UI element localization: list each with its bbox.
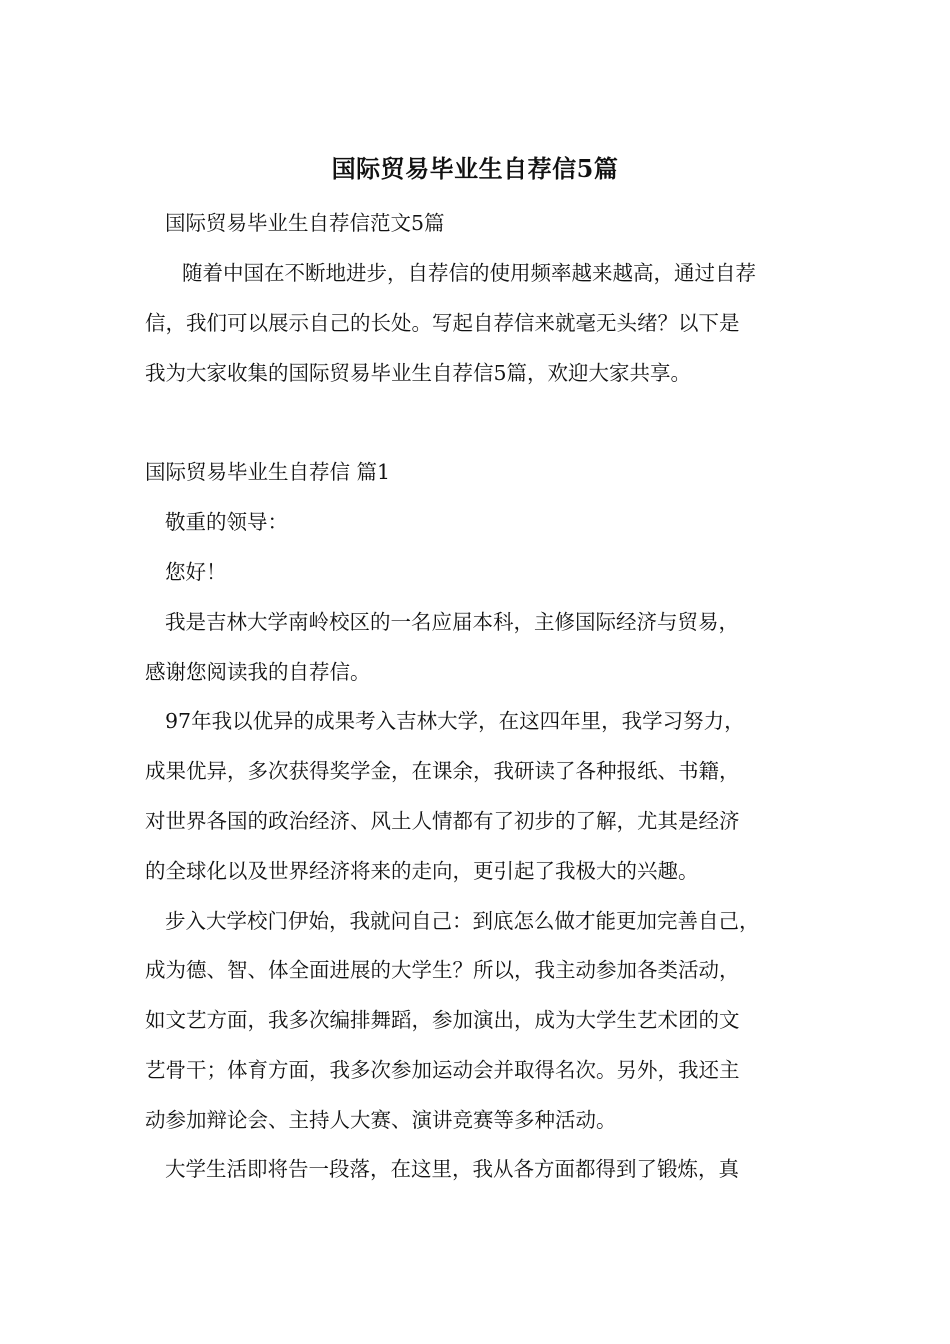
paragraph-line: 动参加辩论会、主持人大赛、演讲竞赛等多种活动。 — [145, 1108, 617, 1132]
intro-line: 随着中国在不断地进步，自荐信的使用频率越来越高，通过自荐 — [182, 261, 756, 285]
paragraph-line: 成果优异，多次获得奖学金，在课余，我研读了各种报纸、书籍， — [145, 759, 740, 783]
paragraph-line: 的全球化以及世界经济将来的走向，更引起了我极大的兴趣。 — [145, 859, 699, 883]
paragraph-line: 成为德、智、体全面进展的大学生？所以，我主动参加各类活动， — [145, 958, 740, 982]
paragraph-line: 对世界各国的政治经济、风土人情都有了初步的了解，尤其是经济 — [145, 809, 740, 833]
paragraph-line: 如文艺方面，我多次编排舞蹈，参加演出，成为大学生艺术团的文 — [145, 1008, 740, 1032]
paragraph-line: 艺骨干；体育方面，我多次参加运动会并取得名次。另外，我还主 — [145, 1058, 740, 1082]
paragraph-line: 大学生活即将告一段落，在这里，我从各方面都得到了锻炼，真 — [165, 1157, 739, 1181]
section-heading: 国际贸易毕业生自荐信 篇1 — [145, 460, 391, 484]
paragraph-line: 我是吉林大学南岭校区的一名应届本科，主修国际经济与贸易， — [165, 610, 739, 634]
intro-line: 信，我们可以展示自己的长处。写起自荐信来就毫无头绪？以下是 — [145, 311, 740, 335]
paragraph-line: 步入大学校门伊始，我就问自己：到底怎么做才能更加完善自己， — [165, 909, 760, 933]
greeting: 您好！ — [165, 560, 227, 584]
paragraph-line: 感谢您阅读我的自荐信。 — [145, 660, 371, 684]
document-title: 国际贸易毕业生自荐信5篇 — [331, 154, 619, 183]
document-subtitle: 国际贸易毕业生自荐信范文5篇 — [165, 211, 445, 235]
intro-line: 我为大家收集的国际贸易毕业生自荐信5篇，欢迎大家共享。 — [145, 361, 692, 385]
paragraph-line: 97年我以优异的成果考入吉林大学，在这四年里，我学习努力， — [165, 709, 745, 733]
salutation: 敬重的领导： — [165, 510, 288, 534]
